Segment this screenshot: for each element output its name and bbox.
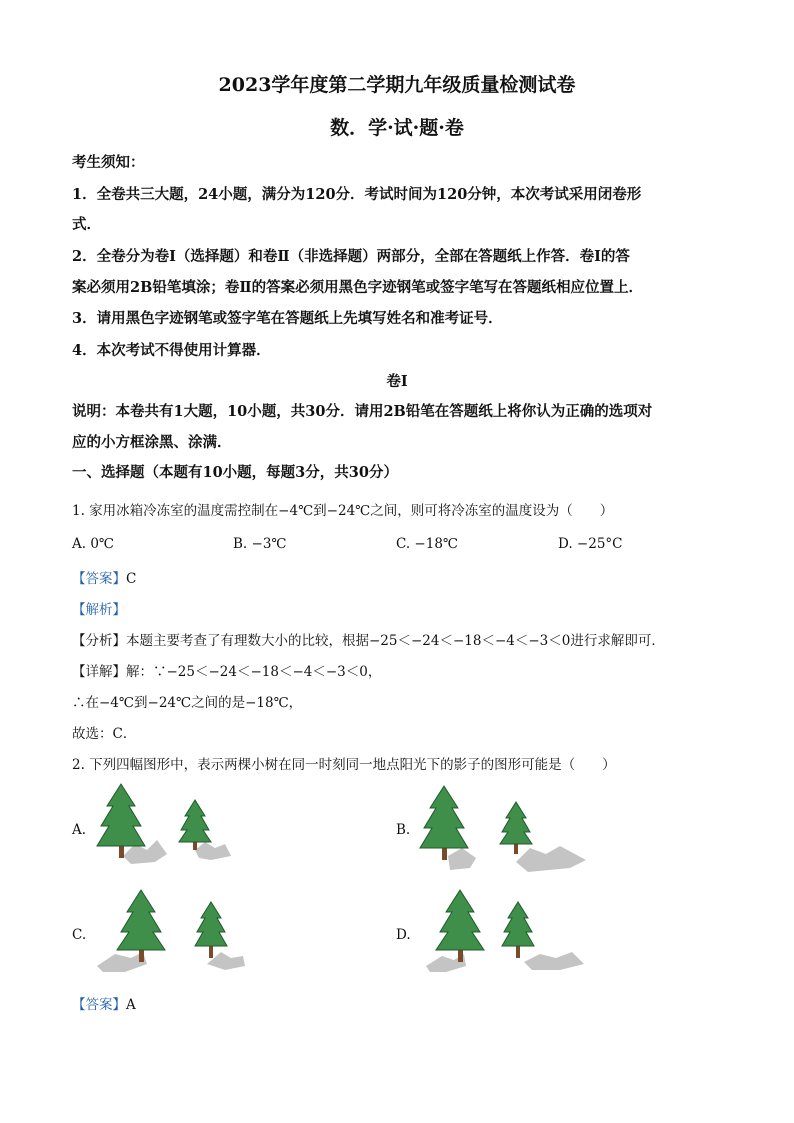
answer-tag: 【答案】: [72, 997, 126, 1013]
q2-answer: A: [126, 997, 136, 1013]
shadow-right: [524, 952, 584, 970]
q2-figure-a: [95, 784, 245, 874]
q2-figure-c: [95, 888, 255, 978]
q1-solution-line3: 故选：C．: [72, 726, 137, 742]
notice-item-2-cont: 案必须用2B铅笔填涂；卷Ⅱ的答案必须用黑色字迹钢笔或签字笔写在答题纸相应位置上．: [72, 279, 644, 296]
tree-big: [117, 890, 165, 962]
q1-xiangjie: 解：∵−25＜−24＜−18＜−4＜−3＜0，: [126, 664, 382, 680]
analysis-tag: 【解析】: [72, 602, 126, 618]
notice-item-1-cont: 式．: [72, 216, 101, 233]
q1-xiangjie-row: [72, 660, 381, 680]
tree-big: [436, 890, 484, 962]
shadow-right: [516, 846, 586, 872]
shadow-right: [195, 842, 231, 860]
part-title: 一、选择题（本题有10小题，每题3分，共30分）: [72, 464, 398, 481]
notice-item-3: 3．请用黑色字迹钢笔或签字笔在答题纸上先填写姓名和准考证号．: [72, 310, 503, 327]
q2-figure-d: [420, 888, 590, 978]
tree-small: [179, 800, 211, 850]
q1-stem: 1. 家用冰箱冷冻室的温度需控制在−4℃到−24℃之间，则可将冷冻室的温度设为（ ）: [72, 503, 614, 519]
tree-small: [500, 802, 532, 854]
tree-small: [502, 902, 534, 958]
notice-item-4: 4．本次考试不得使用计算器．: [72, 342, 271, 359]
q1-answer: C: [126, 571, 137, 587]
answer-tag: 【答案】: [72, 571, 126, 587]
q1-answer-row: [72, 567, 136, 587]
q2-label-a: A.: [72, 822, 87, 838]
q1-solution-line2: ∴在−4℃到−24℃之间的是−18℃，: [72, 695, 303, 711]
q1-option-c: C. −18℃: [396, 536, 459, 552]
notice-item-2: 2．全卷分为卷Ⅰ（选择题）和卷Ⅱ（非选择题）两部分，全部在答题纸上作答．卷Ⅰ的答: [72, 248, 630, 265]
exam-subtitle: 数．学·试·题·卷: [330, 117, 464, 139]
q1-fenxi-row: [72, 629, 665, 649]
q2-label-b: B.: [396, 822, 411, 838]
q2-label-d: D.: [396, 927, 411, 943]
q2-stem: 2. 下列四幅图形中，表示两棵小树在同一时刻同一地点阳光下的影子的图形可能是（ ）: [72, 757, 616, 773]
q1-fenxi: 本题主要考查了有理数大小的比较，根据−25＜−24＜−18＜−4＜−3＜0进行求解即可．: [126, 633, 665, 649]
fenxi-tag: 【分析】: [72, 633, 126, 649]
notice-heading: 考生须知：: [72, 154, 145, 171]
exam-title: 2023学年度第二学期九年级质量检测试卷: [218, 74, 576, 96]
q1-option-a: A. 0℃: [72, 536, 115, 552]
notice-item-1: 1．全卷共三大题，24小题，满分为120分．考试时间为120分钟，本次考试采用闭卷形: [72, 186, 642, 203]
q2-label-c: C.: [72, 927, 87, 943]
q1-option-d: D. −25°C: [558, 536, 623, 552]
xiangjie-tag: 【详解】: [72, 664, 126, 680]
q1-option-b: B. −3℃: [233, 536, 287, 552]
shadow-left: [448, 848, 476, 870]
tree-small: [195, 902, 227, 958]
section-note-line2: 应的小方框涂黑、涂满．: [72, 434, 232, 451]
section-note-line1: 说明：本卷共有1大题，10小题，共30分．请用2B铅笔在答题纸上将你认为正确的选项对: [72, 403, 653, 420]
q2-figure-b: [420, 786, 590, 881]
section-label: 卷Ⅰ: [386, 373, 408, 390]
q2-answer-row: [72, 993, 136, 1013]
